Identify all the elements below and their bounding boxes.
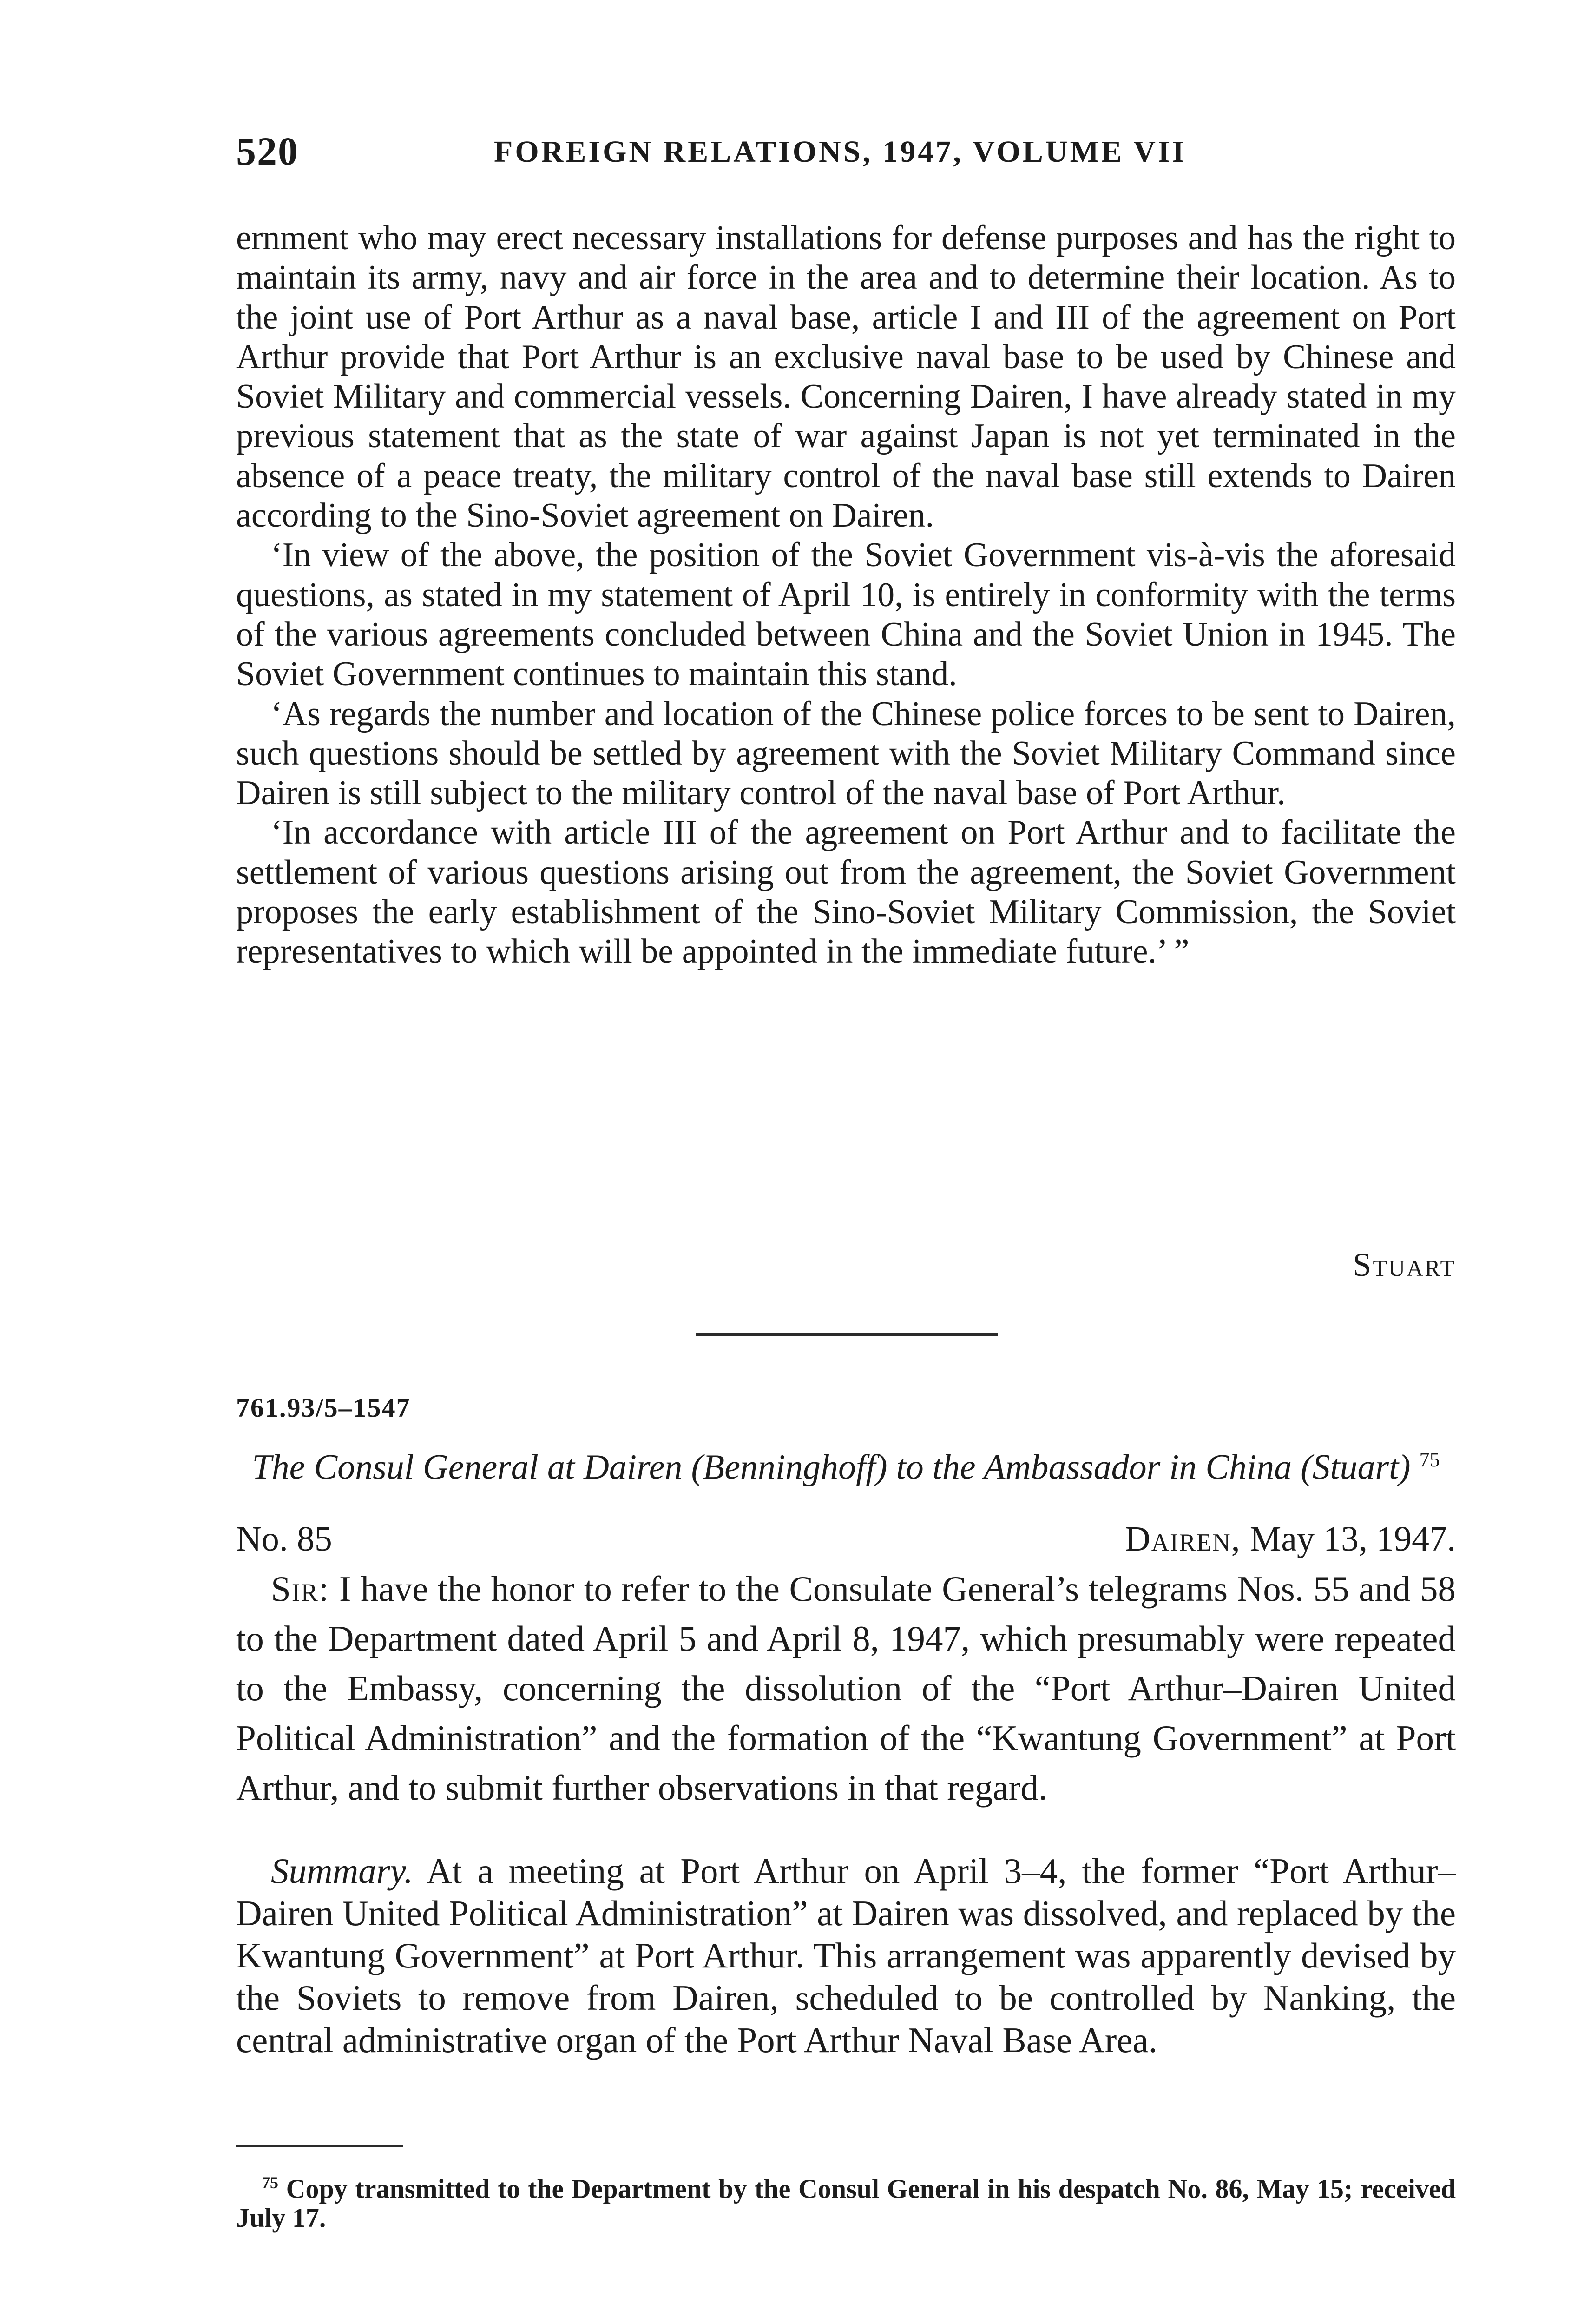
page-number: 520 [236,129,299,173]
document-title [236,1439,1456,1488]
statement-paragraph-2: ‘In view of the above, the position of the Soviet Government vis-à-vis the aforesaid questions, as stated in my statement of April 10, is entirely in conformity with the terms of the various agreements concluded between China and the Soviet Union in 1945. The Soviet Government continues to maintain this stand. [236,536,1456,693]
opening-paragraph [236,1564,1456,1813]
dateline-date: May 13, 1947. [1249,1519,1456,1558]
section-divider [696,1333,998,1336]
statement-paragraph-3: ‘As regards the number and location of the Chinese police forces to be sent to Dairen, such questions should be settled by agreement with the Soviet Military Command since Dairen is still subject to the military control of the naval base of Port Arthur. [236,694,1456,812]
dateline [1125,1519,1456,1559]
file-number: 761.93/5–1547 [236,1393,411,1423]
summary-text: At a meeting at Port Arthur on April 3–4, the former “Port Arthur–Dairen United Political Administration” at Dairen was dissolved, and replaced by the Kwantung Government” at Port Arthur. This arrangement was apparently devised by the Soviets to remove from Dairen, scheduled to be controlled by Nanking, the central administrative organ of the Port Arthur Naval Base Area. [236,1851,1456,2060]
dateline-row [236,1519,1456,1565]
salutation: Sir: [271,1569,330,1609]
footnote-text: Copy transmitted to the Department by the Consul General in his despatch No. 86, May 15; received July 17. [236,2173,1456,2233]
document-title-text: The Consul General at Dairen (Benninghoff) to the Ambassador in China (Stuart) [252,1447,1411,1487]
footnote-divider [236,2145,403,2147]
statement-paragraph-4: ‘In accordance with article III of the agreement on Port Arthur and to facilitate the settlement of various questions arising out from the agreement, the Soviet Government proposes the early establishment of the Sino-Soviet Military Commission, the Soviet representatives to which will be appointed in the immediate future.’ ” [236,813,1456,971]
footnote-reference: 75 [1419,1448,1440,1471]
continued-statement [236,218,1456,972]
signature: Stuart [1353,1246,1456,1283]
summary-paragraph [236,1850,1456,2061]
summary-label: Summary. [271,1851,413,1891]
running-head: FOREIGN RELATIONS, 1947, VOLUME VII [494,135,1187,169]
page-header [236,128,1456,184]
footnote-number: 75 [262,2173,278,2192]
dateline-place: Dairen, [1124,1519,1241,1558]
statement-paragraph-1: ernment who may erect necessary installations for defense purposes and has the right to maintain its army, navy and air force in the area and to determine their location. As to the joint use of Port Arthur as a naval base, article I and III of the agreement on Port Arthur provide that Port Arthur is an exclusive naval base to be used by Chinese and Soviet Military and commercial vessels. Concerning Dairen, I have already stated in my previous statement that as the state of war against Japan is not yet terminated in the absence of a peace treaty, the military control of the naval base still extends to Dairen according to the Sino-Soviet agreement on Dairen. [236,219,1456,535]
despatch-number: No. 85 [236,1519,332,1558]
opening-text: I have the honor to refer to the Consulate General’s telegrams Nos. 55 and 58 to the Department dated April 5 and April 8, 1947, which presumably were repeated to the Embassy, concerning the dissolution of the “Port Arthur–Dairen United Political Administration” and the formation of the “Kwantung Government” at Port Arthur, and to submit further observations in that regard. [236,1569,1456,1808]
footnote [236,2168,1456,2232]
